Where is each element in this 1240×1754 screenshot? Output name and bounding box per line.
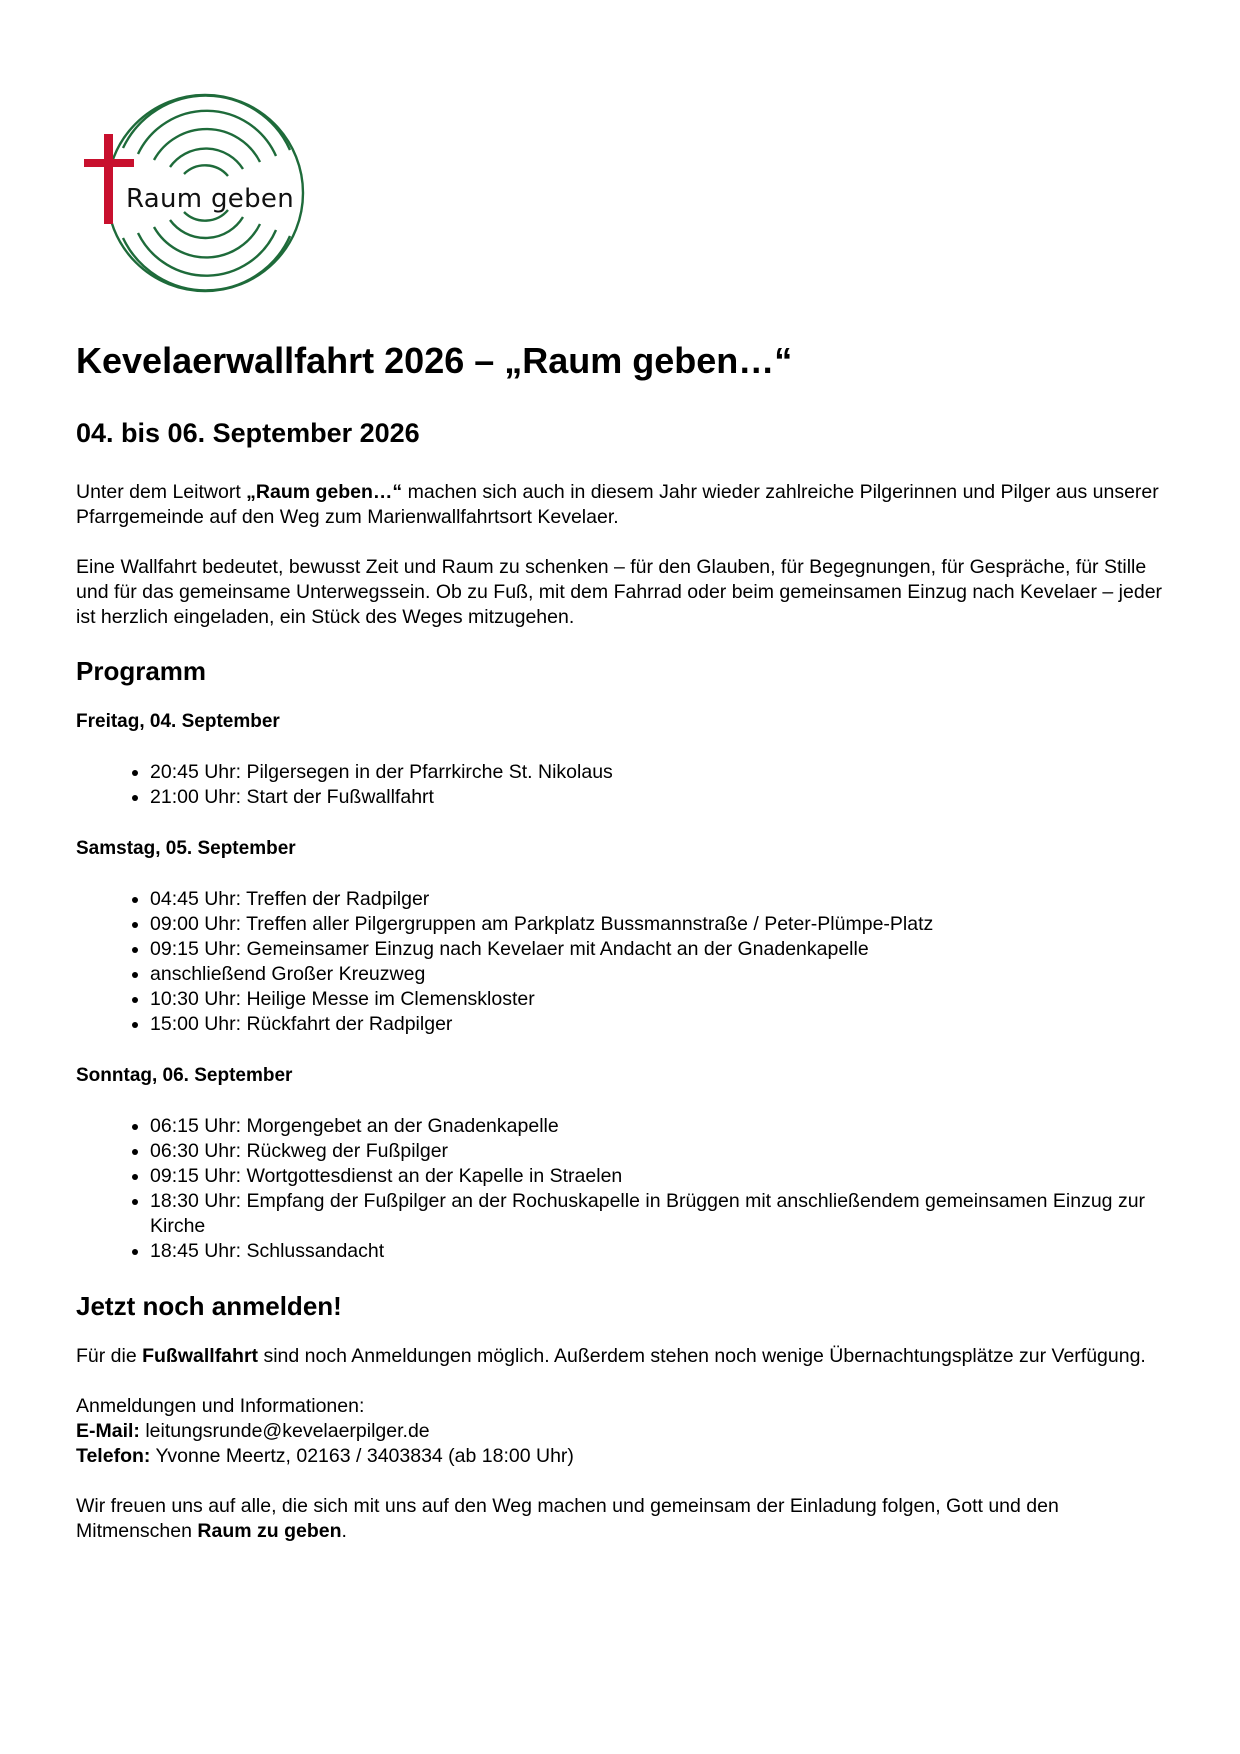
intro-p1-text: Unter dem Leitwort bbox=[76, 481, 247, 503]
register-bold: Fußwallfahrt bbox=[142, 1345, 259, 1367]
register-heading: Jetzt noch anmelden! bbox=[76, 1291, 342, 1321]
page-title: Kevelaerwallfahrt 2026 – „Raum geben…“ bbox=[76, 340, 793, 381]
list-item: • 09:15 Uhr: Gemeinsamer Einzug nach Kevelaer mit Andacht an der Gnadenkapelle bbox=[150, 937, 1176, 962]
intro-p1-motto: „Raum geben…“ bbox=[246, 481, 403, 503]
saturday-list bbox=[76, 887, 1176, 1037]
register-paragraph bbox=[76, 1344, 1176, 1369]
sunday-list bbox=[76, 1114, 1176, 1264]
list-item: • 10:30 Uhr: Heilige Messe im Clemenskloster bbox=[150, 987, 1176, 1012]
register-text-rest: sind noch Anmeldungen möglich. Außerdem stehen noch wenige Übernachtungsplätze zur Verfügung. bbox=[258, 1345, 1146, 1367]
email-label: E-Mail: bbox=[76, 1420, 140, 1442]
closing-bold: Raum zu geben bbox=[197, 1520, 342, 1542]
list-item: • 18:30 Uhr: Empfang der Fußpilger an der Rochuskapelle in Brüggen mit anschließendem gemeinsamen Einzug zur Kirche bbox=[150, 1189, 1176, 1239]
day-label-sunday: Sonntag, 06. September bbox=[76, 1065, 293, 1086]
list-item: • 06:30 Uhr: Rückweg der Fußpilger bbox=[150, 1139, 1176, 1164]
program-heading: Programm bbox=[76, 656, 207, 686]
email-value[interactable]: leitungsrunde@kevelaerpilger.de bbox=[139, 1420, 430, 1442]
closing-paragraph bbox=[76, 1494, 1176, 1544]
phone-label: Telefon: bbox=[76, 1445, 151, 1467]
list-item: • 09:15 Uhr: Wortgottesdienst an der Kapelle in Straelen bbox=[150, 1164, 1176, 1189]
list-item: • 15:00 Uhr: Rückfahrt der Radpilger bbox=[150, 1012, 1176, 1037]
phone-value: Yvonne Meertz, 02163 / 3403834 (ab 18:00 Uhr) bbox=[150, 1445, 574, 1467]
list-item: • 06:15 Uhr: Morgengebet an der Gnadenkapelle bbox=[150, 1114, 1176, 1139]
day-label-friday: Freitag, 04. September bbox=[76, 711, 280, 732]
contact-block bbox=[76, 1394, 1176, 1469]
logo-text: Raum geben bbox=[126, 184, 294, 214]
closing-text: Wir freuen uns auf alle, die sich mit uns auf den Weg machen und gemeinsam der Einladung folgen, Gott und den Mitmenschen bbox=[76, 1495, 1059, 1542]
list-item: • 09:00 Uhr: Treffen aller Pilgergruppen am Parkplatz Bussmannstraße / Peter-Plümpe-Platz bbox=[150, 912, 1176, 937]
intro-p1-text-rest: machen sich auch in diesem Jahr wieder zahlreiche Pilgerinnen und Pilger aus unserer Pfarrgemeinde auf den Weg zum Marienwallfahrtsort Kevelaer. bbox=[76, 481, 1159, 528]
document-body bbox=[76, 480, 1176, 1569]
register-text: Für die bbox=[76, 1345, 143, 1367]
list-item: • 20:45 Uhr: Pilgersegen in der Pfarrkirche St. Nikolaus bbox=[150, 760, 1176, 785]
friday-list bbox=[76, 760, 1176, 810]
date-line: 04. bis 06. September 2026 bbox=[76, 418, 420, 448]
raum-geben-logo bbox=[80, 88, 310, 298]
intro-paragraph-1 bbox=[76, 480, 1176, 530]
list-item: • anschließend Großer Kreuzweg bbox=[150, 962, 1176, 987]
intro-paragraph-2: Eine Wallfahrt bedeutet, bewusst Zeit und Raum zu schenken – für den Glauben, für Begegnungen, für Gespräche, für Stille und für das gemeinsame Unterwegssein. Ob zu Fuß, mit dem Fahrrad oder beim gemeinsamen Einzug nach Kevelaer – jeder ist herzlich eingeladen, ein Stück des Weges mitzugehen. bbox=[76, 556, 1163, 628]
day-label-saturday: Samstag, 05. September bbox=[76, 838, 296, 859]
contact-intro: Anmeldungen und Informationen: bbox=[76, 1395, 365, 1417]
list-item: • 04:45 Uhr: Treffen der Radpilger bbox=[150, 887, 1176, 912]
list-item: • 18:45 Uhr: Schlussandacht bbox=[150, 1239, 1176, 1264]
closing-end: . bbox=[341, 1520, 347, 1542]
list-item: • 21:00 Uhr: Start der Fußwallfahrt bbox=[150, 785, 1176, 810]
